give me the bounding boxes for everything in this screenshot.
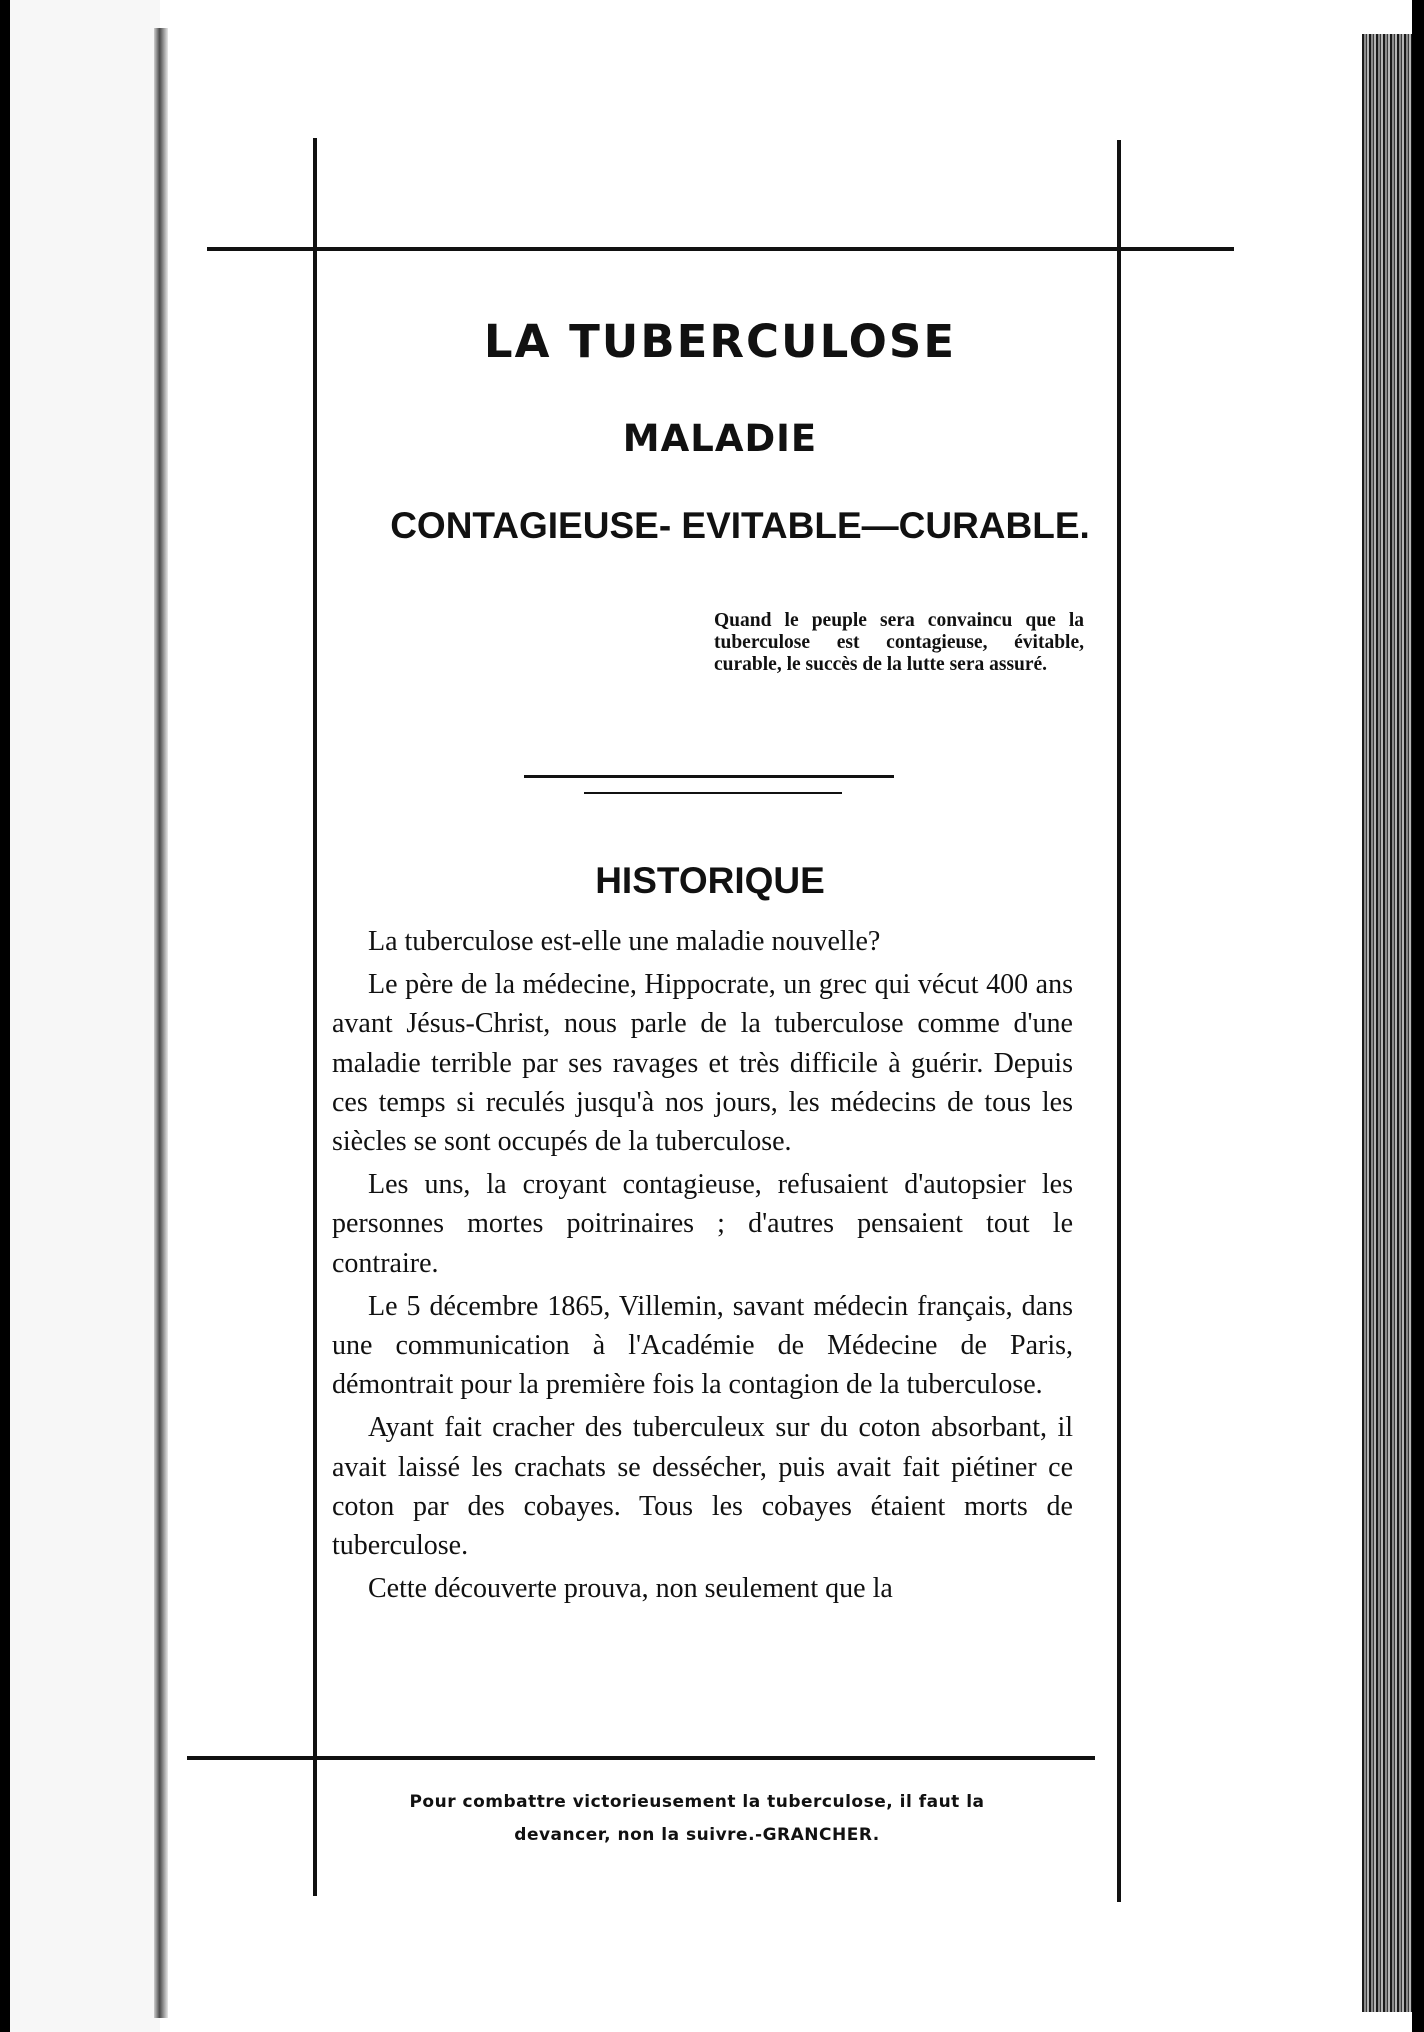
document-subtitle: MALADIE xyxy=(622,417,818,460)
paragraph: Ayant fait cracher des tuberculeux sur du coton absorbant, il avait laissé les crachats se dessécher, puis avait fait piétiner ce coton par des cobayes. Tous les cobayes étaient morts de tuberculose. xyxy=(332,1412,1073,1562)
scan-border-right xyxy=(1412,0,1424,2032)
paragraph: La tuberculose est-elle une maladie nouvelle? xyxy=(368,926,881,957)
paragraph: Le père de la médecine, Hippocrate, un grec qui vécut 400 ans avant Jésus-Christ, nous parle de la tuberculose comme d'une maladie terrible par ses ravages et très difficile à guérir. Depuis ces temps si reculés jusqu'à nos jours, les médecins de tous les siècles se sont occupés de la tuberculose. xyxy=(332,969,1073,1158)
page-edges-stack xyxy=(1362,34,1412,2012)
epigraph: Quand le peuple sera convaincu que la tuberculose est contagieuse, évitable, curable, le succès de la lutte sera assuré. xyxy=(714,610,1084,675)
paragraph: Le 5 décembre 1865, Villemin, savant médecin français, dans une communication à l'Académie de Médecine de Paris, démontrait pour la première fois la contagion de la tuberculose. xyxy=(332,1290,1073,1401)
paragraph: Les uns, la croyant contagieuse, refusaient d'autopsier les personnes mortes poitrinaires ; d'autres pensaient tout le contraire. xyxy=(332,1169,1073,1279)
book-gutter xyxy=(154,28,168,2018)
body-text xyxy=(332,922,1073,1612)
separator-rule xyxy=(584,792,842,794)
paragraph: Cette découverte prouva, non seulement que la xyxy=(368,1573,893,1605)
footer-quote xyxy=(318,1786,1076,1852)
frame-rule-bottom xyxy=(187,1756,1095,1760)
frame-rule-top xyxy=(207,247,1234,251)
separator-rule xyxy=(524,775,894,778)
frame-rule-left xyxy=(313,138,317,1896)
facing-page-margin xyxy=(10,0,160,2032)
section-heading: HISTORIQUE xyxy=(595,860,825,901)
footer-quote-line: Pour combattre victorieusement la tuberculose, il faut la xyxy=(409,1792,985,1812)
document-title: LA TUBERCULOSE xyxy=(483,315,957,368)
scan-border-left xyxy=(0,0,10,2032)
footer-quote-line: devancer, non la suivre.-GRANCHER. xyxy=(514,1825,880,1845)
frame-rule-right xyxy=(1117,140,1121,1902)
document-tagline: CONTAGIEUSE- EVITABLE—CURABLE. xyxy=(390,505,1090,546)
